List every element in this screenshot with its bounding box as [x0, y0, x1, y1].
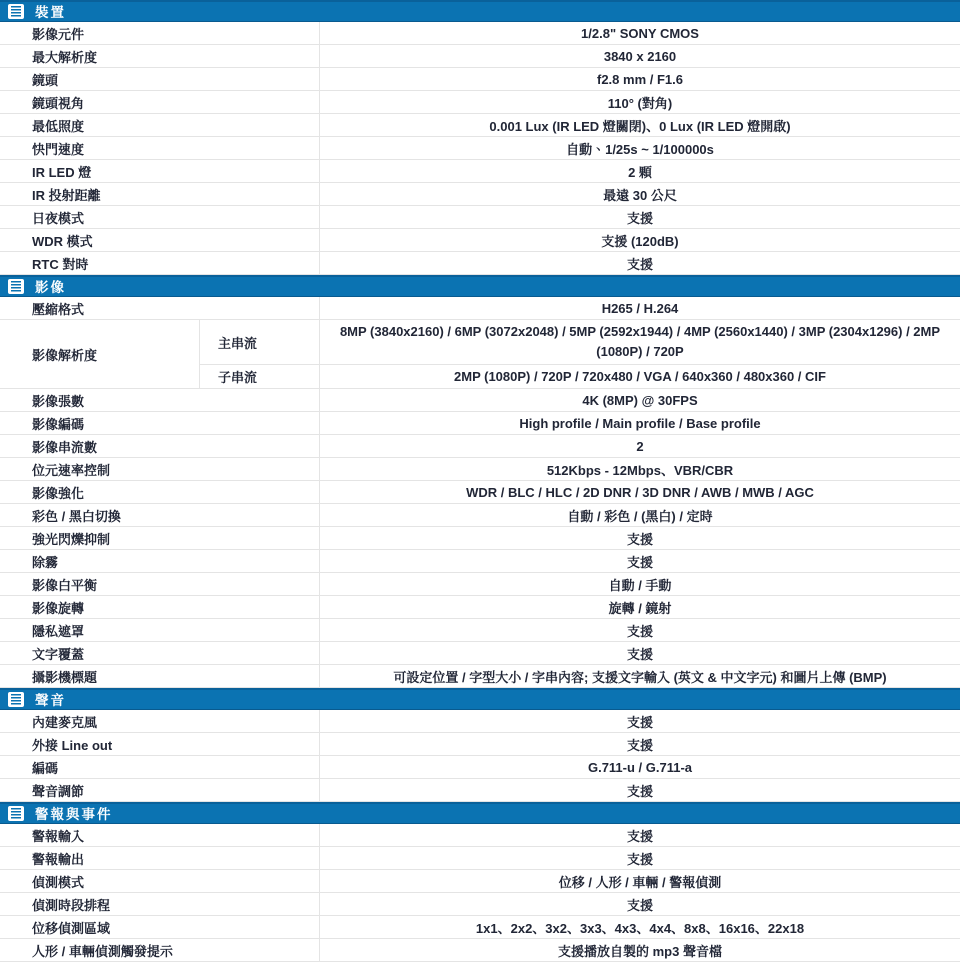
row-label: 文字覆蓋	[0, 642, 320, 664]
row-label: RTC 對時	[0, 252, 320, 274]
row-label: 警報輸出	[0, 847, 320, 869]
row-value: 支援	[626, 737, 653, 753]
table-list-icon	[8, 806, 24, 821]
row-value	[320, 365, 960, 388]
row-label: 警報輸入	[0, 824, 320, 846]
row-value: 自動、1/25s ~ 1/100000s	[566, 141, 714, 157]
row-value: 1/2.8" SONY CMOS	[581, 25, 699, 41]
row-value-text: 8MP (3840x2160) / 6MP (3072x2048) / 5MP (2592x1944) / 4MP (2560x1440) / 3MP (2304x1296) / 2MP (1080P) / 720P	[339, 323, 941, 359]
table-row	[0, 435, 960, 458]
table-row	[0, 619, 960, 642]
table-row	[0, 756, 960, 779]
row-label: IR LED 燈	[0, 160, 320, 182]
row-label: 內建麥克風	[0, 710, 320, 732]
row-label: 位元速率控制	[0, 458, 320, 480]
row-value: G.711-u / G.711-a	[587, 759, 693, 775]
table-row	[0, 847, 960, 870]
section-title: 警報與事件	[35, 807, 113, 822]
table-row	[0, 596, 960, 619]
row-value-text: 2MP (1080P) / 720P / 720x480 / VGA / 640x360 / 480x360 / CIF	[454, 369, 826, 384]
row-label: 影像元件	[0, 22, 320, 44]
table-row	[0, 137, 960, 160]
table-row	[0, 779, 960, 802]
row-value: 支援	[626, 851, 653, 867]
row-label: 最低照度	[0, 114, 320, 136]
section-header	[0, 802, 960, 824]
row-value: 支援	[626, 646, 653, 662]
row-label: 鏡頭	[0, 68, 320, 90]
table-row	[0, 870, 960, 893]
table-row	[0, 939, 960, 962]
table-row	[0, 91, 960, 114]
row-value	[320, 320, 960, 364]
table-row	[0, 458, 960, 481]
table-row	[0, 68, 960, 91]
row-label: 快門速度	[0, 137, 320, 159]
stream-label: 子串流	[200, 365, 320, 388]
row-label: 隱私遮罩	[0, 619, 320, 641]
row-value: 可設定位置 / 字型大小 / 字串內容; 支援文字輸入 (英文 & 中文字元) 和圖片上傳 (BMP)	[393, 669, 887, 685]
section-header	[0, 0, 960, 22]
table-row	[0, 710, 960, 733]
table-row	[0, 504, 960, 527]
row-label: 最大解析度	[0, 45, 320, 67]
row-value: 110° (對角)	[607, 95, 673, 111]
spec-section	[0, 802, 960, 962]
row-label: 強光閃爍抑制	[0, 527, 320, 549]
spec-section	[0, 0, 960, 275]
row-value: High profile / Main profile / Base profile	[519, 415, 761, 431]
table-row	[0, 389, 960, 412]
table-row	[0, 642, 960, 665]
row-value: 自動 / 手動	[608, 577, 672, 593]
row-value: 支援	[626, 531, 653, 547]
table-row	[0, 160, 960, 183]
table-list-icon	[8, 279, 24, 294]
spec-section	[0, 688, 960, 802]
row-label: 壓縮格式	[0, 297, 320, 319]
table-list-icon	[8, 692, 24, 707]
row-value: 支援播放自製的 mp3 聲音檔	[558, 943, 722, 959]
row-label: 日夜模式	[0, 206, 320, 228]
row-value: 支援	[626, 714, 653, 730]
section-title: 影像	[35, 280, 66, 295]
row-value: 0.001 Lux (IR LED 燈關閉)、0 Lux (IR LED 燈開啟)	[489, 118, 791, 134]
section-header	[0, 275, 960, 297]
table-row	[0, 893, 960, 916]
row-label: 偵測時段排程	[0, 893, 320, 915]
row-value: 旋轉 / 鏡射	[608, 600, 672, 616]
table-row	[0, 22, 960, 45]
stream-subtable	[200, 320, 960, 388]
row-value: 支援	[626, 623, 653, 639]
row-label: 偵測模式	[0, 870, 320, 892]
table-row	[0, 297, 960, 320]
table-row	[0, 916, 960, 939]
table-row	[0, 550, 960, 573]
row-value: 自動 / 彩色 / (黑白) / 定時	[567, 508, 713, 524]
row-label: 位移偵測區域	[0, 916, 320, 938]
row-label: IR 投射距離	[0, 183, 320, 205]
stream-row	[200, 320, 960, 365]
table-row	[0, 206, 960, 229]
row-label: 影像串流數	[0, 435, 320, 457]
table-row	[0, 665, 960, 688]
table-row	[0, 45, 960, 68]
table-row	[0, 824, 960, 847]
table-row	[0, 573, 960, 596]
table-row	[0, 733, 960, 756]
row-label: 影像強化	[0, 481, 320, 503]
row-value: 2	[636, 438, 644, 454]
row-value: 支援 (120dB)	[601, 233, 679, 249]
row-label: 影像旋轉	[0, 596, 320, 618]
row-value: 支援	[626, 210, 653, 226]
table-list-icon	[8, 4, 24, 19]
row-label: 影像編碼	[0, 412, 320, 434]
row-label: 聲音調節	[0, 779, 320, 801]
row-label: 影像張數	[0, 389, 320, 411]
row-value: 1x1、2x2、3x2、3x3、4x3、4x4、8x8、16x16、22x18	[475, 920, 805, 936]
section-title: 聲音	[35, 693, 66, 708]
table-row-resolution	[0, 320, 960, 389]
row-label: 編碼	[0, 756, 320, 778]
row-label: 影像解析度	[0, 320, 200, 388]
table-row	[0, 114, 960, 137]
row-label: 除霧	[0, 550, 320, 572]
table-row	[0, 412, 960, 435]
table-row	[0, 229, 960, 252]
section-header	[0, 688, 960, 710]
table-row	[0, 252, 960, 275]
row-value: f2.8 mm / F1.6	[597, 71, 683, 87]
table-row	[0, 527, 960, 550]
row-value: 支援	[626, 783, 653, 799]
row-value: 512Kbps - 12Mbps、VBR/CBR	[546, 462, 734, 478]
row-label: 攝影機標題	[0, 665, 320, 687]
row-value: H265 / H.264	[601, 300, 679, 316]
stream-label: 主串流	[200, 320, 320, 364]
row-value: 支援	[626, 828, 653, 844]
row-value: 3840 x 2160	[603, 48, 677, 64]
row-value: 支援	[626, 554, 653, 570]
row-label: 彩色 / 黑白切換	[0, 504, 320, 526]
section-title: 裝置	[35, 5, 66, 20]
row-label: 影像白平衡	[0, 573, 320, 595]
row-label: WDR 模式	[0, 229, 320, 251]
row-value: 2 顆	[628, 164, 652, 180]
stream-row	[200, 365, 960, 388]
row-value: 支援	[626, 256, 653, 272]
table-row	[0, 183, 960, 206]
row-label: 人形 / 車輛偵測觸發提示	[0, 939, 320, 961]
row-label: 外接 Line out	[0, 733, 320, 755]
spec-section	[0, 275, 960, 688]
row-label: 鏡頭視角	[0, 91, 320, 113]
row-value: 支援	[626, 897, 653, 913]
row-value: 4K (8MP) @ 30FPS	[582, 392, 698, 408]
row-value: WDR / BLC / HLC / 2D DNR / 3D DNR / AWB / MWB / AGC	[466, 484, 814, 500]
table-row	[0, 481, 960, 504]
row-value: 位移 / 人形 / 車輛 / 警報偵測	[558, 874, 722, 890]
row-value: 最遠 30 公尺	[603, 187, 677, 203]
